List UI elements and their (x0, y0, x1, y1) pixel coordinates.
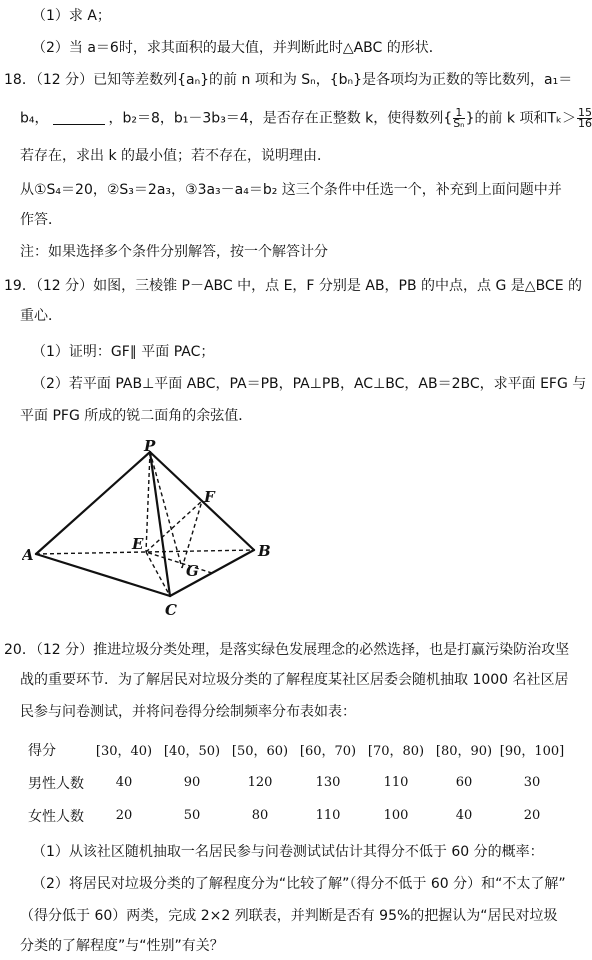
fraction-denominator: 16 (578, 117, 592, 130)
label-A: A (22, 546, 34, 564)
table-column-header: [40，50) (163, 744, 221, 759)
table-column-header: [80，90) (435, 744, 493, 759)
q20-part2-cont: （得分低于 60）两类，完成 2×2 列联表，并判断是否有 95%的把握认为“居民对垃圾 (20, 908, 558, 924)
fraction-denominator: Sₙ (453, 117, 465, 130)
table-column-header: [70，80) (367, 744, 425, 759)
q19-line2: 重心． (20, 308, 62, 324)
segment-PE (146, 452, 150, 552)
table-column-header: [30，40) (95, 744, 153, 759)
table-row (28, 766, 566, 799)
edge-PC (150, 452, 170, 596)
label-C: C (165, 601, 177, 619)
row-label: 女性人数 (28, 808, 84, 825)
table-cell: 110 (383, 775, 409, 790)
answer-blank[interactable] (53, 110, 105, 125)
q19-part2-cont: 平面 PFG 所成的锐二面角的余弦值． (20, 408, 253, 424)
q18-note: 注：如果选择多个条件分别解答，按一个解答计分 (20, 244, 328, 260)
table-column-header: [90，100] (499, 744, 565, 759)
table-cell: 110 (315, 808, 341, 823)
fraction-15-over-16 (577, 108, 592, 129)
segment-EF (146, 501, 202, 552)
q18-line3: 若存在，求出 k 的最小值；若不存在，说明理由． (20, 148, 332, 164)
q18-line2 (20, 108, 592, 129)
table-header-label: 得分 (28, 742, 56, 759)
segment-GF (182, 501, 202, 568)
table-cell: 50 (183, 808, 201, 823)
table-cell: 60 (455, 775, 473, 790)
table-cell: 120 (247, 775, 273, 790)
q18-line2-a: b₄， (20, 110, 49, 127)
edge-AB-hidden (36, 550, 254, 554)
q20-line3: 民参与问卷测试，并将问卷得分绘制频率分布表如表： (20, 704, 356, 720)
table-cell: 20 (115, 808, 133, 823)
fraction-numerator: 1 (453, 108, 464, 119)
q20-part1: （1）从该社区随机抽取一名居民参与问卷测试试估计其得分不低于 60 分的概率： (32, 844, 544, 860)
label-G: G (186, 562, 199, 580)
label-E: E (132, 535, 144, 553)
segment-PG (150, 452, 182, 568)
table-column-header: [50，60) (231, 744, 289, 759)
label-F: F (204, 488, 215, 506)
table-header-row (28, 733, 566, 766)
table-cell: 30 (523, 775, 541, 790)
table-cell: 40 (115, 775, 133, 790)
q18-line2-b: ，b₂＝8，b₁－3b₃＝4，是否存在正整数 k，使得数列{ (108, 110, 453, 127)
table-row (28, 799, 566, 832)
q18-line5: 作答． (20, 212, 62, 228)
row-label: 男性人数 (28, 775, 84, 792)
q20-line1: 20．（12 分）推进垃圾分类处理，是落实绿色发展理念的必然选择，也是打赢污染防治攻坚 (4, 642, 570, 658)
table-cell: 40 (455, 808, 473, 823)
q18-line1: 18．（12 分）已知等差数列{aₙ}的前 n 项和为 Sₙ，{bₙ}是各项均为正数的等比数列，a₁＝ (4, 72, 573, 88)
q19-line1: 19．（12 分）如图，三棱锥 P－ABC 中，点 E，F 分别是 AB，PB 的中点，点 G 是△BCE 的 (4, 278, 583, 294)
q17-part1: （1）求 A； (32, 8, 111, 24)
table-cell: 90 (183, 775, 201, 790)
q20-part2-cont2: 分类的了解程度”与“性别”有关？ (20, 938, 224, 954)
table-cell: 20 (523, 808, 541, 823)
q20-line2: 战的重要环节．为了解居民对垃圾分类的了解程度某社区居委会随机抽取 1000 名社区居 (20, 672, 569, 688)
q19-part1: （1）证明：GF∥ 平面 PAC； (32, 344, 215, 360)
q18-line4: 从①S₄＝20，②S₃＝2a₃，③3a₃－a₄＝b₂ 这三个条件中任选一个，补充到上面问题中并 (20, 182, 562, 198)
edge-PB (150, 452, 254, 550)
q20-part2: （2）将居民对垃圾分类的了解程度分为“比较了解”（得分不低于 60 分）和“不太了解” (32, 876, 566, 892)
table-cell: 100 (383, 808, 409, 823)
q19-part2: （2）若平面 PAB⊥平面 ABC，PA＝PB，PA⊥PB，AC⊥BC，AB＝2BC，求平面 EFG 与 (32, 376, 587, 392)
fraction-1-over-sn (453, 108, 464, 129)
table-cell: 130 (315, 775, 341, 790)
frequency-table (28, 733, 566, 832)
fraction-numerator: 15 (578, 106, 592, 119)
table-column-header: [60，70) (299, 744, 357, 759)
q18-line2-c: }的前 k 项和Tₖ＞ (465, 110, 576, 127)
label-B: B (258, 542, 271, 560)
q17-part2: （2）当 a＝6时，求其面积的最大值，并判断此时△ABC 的形状． (32, 40, 443, 56)
label-P: P (144, 440, 156, 455)
pyramid-figure (22, 440, 282, 620)
table-cell: 80 (251, 808, 269, 823)
